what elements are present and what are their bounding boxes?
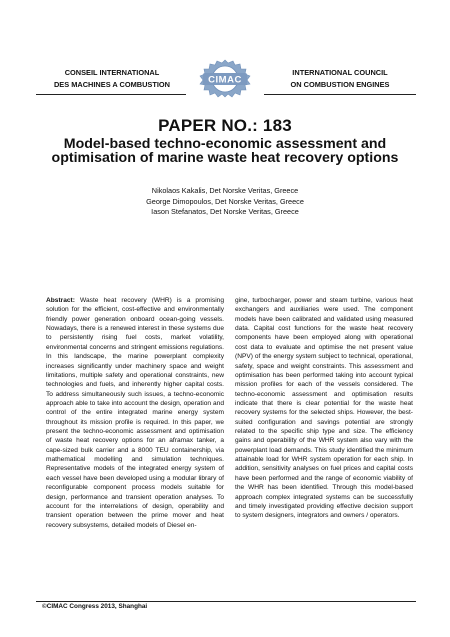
header-right <box>265 67 415 91</box>
header-right-line1: INTERNATIONAL COUNCIL <box>292 68 388 77</box>
header-left-line1: CONSEIL INTERNATIONAL <box>64 68 160 77</box>
header-left <box>37 67 187 91</box>
header-right-rule <box>264 94 416 95</box>
cimac-logo <box>195 58 255 98</box>
abstract-right-column <box>235 296 413 521</box>
author-list <box>0 186 450 218</box>
footer-copyright: ©CIMAC Congress 2013, Shanghai <box>42 603 148 610</box>
abstract-label: Abstract: <box>46 297 75 304</box>
abstract-left-column <box>46 296 224 530</box>
abstract-paragraph-left <box>46 296 224 530</box>
abstract-text-right: gine, turbocharger, power and steam turbine, various heat exchangers and auxiliaries were used. The component models have been calibrated and validated using measured data. Capital cost functions for the waste heat recovery components have been employed along with operational cost data to evaluate and optimise the net present value (NPV) of the energy system subject to technical, operational, safety, space and weight constraints. This assessment and optimisation has been performed taking into account typical mission profiles for each of the vessels considered. The techno-economic assessment and optimisation results indicate that there is clear potential for the waste heat recovery systems for the selected ships. However, the best-suited configuration and savings potential are strongly related to the specific ship type and size. The efficiency gains and operability of the WHR system also vary with the powerplant load demands. This study identified the minimum attainable load for WHR system operation for each ship. In addition, sensitivity analyses on fuel prices and capital costs have been performed and the range of economic viability of the WHR has been identified. Through this model-based approach complex integrated systems can be successfully and timely investigated providing effective decision support to system designers, integrators and owners / operators. <box>235 297 413 520</box>
header-left-line2: DES MACHINES A COMBUSTION <box>53 80 171 89</box>
author-2: George Dimopoulos, Det Norske Veritas, Greece <box>146 196 304 206</box>
header-left-rule <box>36 94 186 95</box>
footer-rule <box>36 601 416 602</box>
paper-title: Model-based techno-economic assessment and optimisation of marine waste heat recovery options <box>51 136 399 166</box>
logo-text: CIMAC <box>208 74 242 86</box>
author-1: Nikolaos Kakalis, Det Norske Veritas, Greece <box>151 186 299 195</box>
header-right-line2: ON COMBUSTION ENGINES <box>290 80 390 89</box>
abstract-text-left: Waste heat recovery (WHR) is a promising solution for the efficient, cost-effective and environmentally friendly power generation onboard ocean-going vessels. Nowadays, there is a renewed interest in these systems due to persistently rising fuel costs, market volatility, environmental concerns and stringent emissions regulations. In this landscape, the marine powerplant complexity increases significantly under machinery space and weight limitations, multiple safety and operational constraints, new technologies and fuels, and inherently higher capital costs. To address simultaneously such issues, a techno-economic approach able to take into account the design, operation and control of the entire integrated marine energy system throughout its mission profile is required. In this paper, we present the techno-economic assessment and optimisation of waste heat recovery options for an aframax tanker, a cape-sized bulk carrier and a 8000 TEU containership, via mathematical modelling and simulation techniques. Representative models of the integrated energy system of each vessel have been developed using a modular library of reconfigurable component process models suitable for design, performance and transient operation analyses. To account for the interrelations of design, operability and transient operation between the prime mover and heat recovery subsystems, detailed models of Diesel en- <box>46 297 224 529</box>
author-3: Iason Stefanatos, Det Norske Veritas, Greece <box>151 207 299 216</box>
paper-number: PAPER NO.: 183 <box>158 116 292 135</box>
